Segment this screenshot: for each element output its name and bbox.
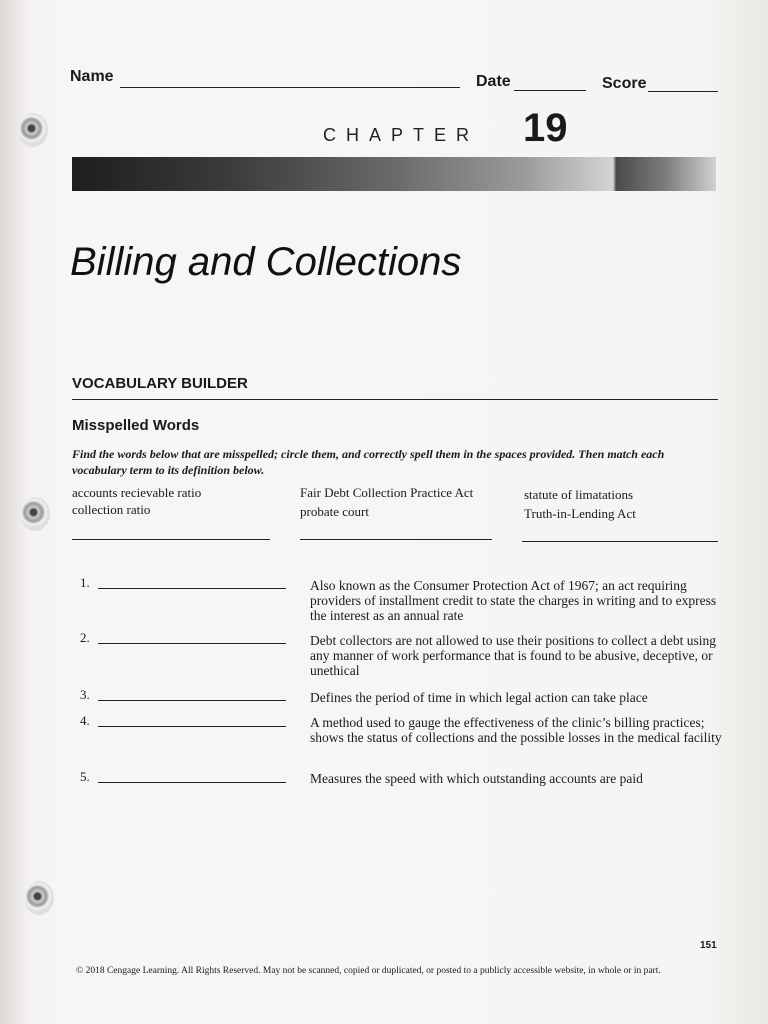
item-definition: Measures the speed with which outstanding accounts are paid bbox=[310, 771, 643, 786]
term-item: Fair Debt Collection Practice Act bbox=[300, 485, 474, 500]
punch-hole-top bbox=[18, 113, 48, 147]
date-blank[interactable] bbox=[514, 90, 586, 91]
item-definition: Defines the period of time in which legal action can take place bbox=[310, 690, 648, 705]
correction-blank[interactable] bbox=[300, 539, 492, 540]
item-number: 1. bbox=[80, 575, 90, 590]
term-item: probate court bbox=[300, 504, 369, 519]
section-title: VOCABULARY BUILDER bbox=[72, 375, 248, 392]
correction-blank[interactable] bbox=[72, 539, 270, 540]
correction-blank[interactable] bbox=[522, 541, 718, 542]
instructions: Find the words below that are misspelled; circle them, and correctly spell them in the spaces provided. Then match each vocabulary term to its definition below. bbox=[72, 447, 665, 477]
score-label: Score bbox=[602, 75, 647, 92]
score-blank[interactable] bbox=[648, 91, 718, 92]
chapter-number: 19 bbox=[523, 106, 568, 150]
item-number: 4. bbox=[80, 713, 90, 728]
section-rule bbox=[72, 399, 718, 400]
chapter-title: Billing and Collections bbox=[70, 240, 462, 284]
item-definition: Debt collectors are not allowed to use their positions to collect a debt using any manner of work performance that is found to be abusive, deceptive, or unethical bbox=[310, 633, 717, 678]
punch-hole-middle bbox=[20, 497, 50, 531]
item-definition: A method used to gauge the effectiveness of the clinic’s billing practices; shows the status of collections and the possible losses in the medical facility bbox=[310, 715, 722, 745]
item-number: 5. bbox=[80, 769, 90, 784]
answer-blank[interactable] bbox=[98, 643, 286, 644]
term-item: accounts recievable ratio bbox=[72, 485, 202, 500]
answer-blank[interactable] bbox=[98, 588, 286, 589]
item-number: 2. bbox=[80, 630, 90, 645]
punch-hole-bottom bbox=[24, 881, 54, 915]
chapter-word: CHAPTER bbox=[323, 125, 480, 145]
date-label: Date bbox=[476, 73, 511, 90]
term-item: Truth-in-Lending Act bbox=[524, 506, 636, 521]
answer-blank[interactable] bbox=[98, 726, 286, 727]
subsection-title: Misspelled Words bbox=[72, 417, 200, 434]
name-label: Name bbox=[70, 68, 114, 85]
term-item: statute of limatations bbox=[524, 487, 634, 502]
item-definition: Also known as the Consumer Protection Act of 1967; an act requiring providers of installment credit to state the charges in writing and to express the interest as an annual rate bbox=[310, 578, 717, 623]
item-number: 3. bbox=[80, 687, 90, 702]
answer-blank[interactable] bbox=[98, 782, 286, 783]
chapter-banner-bar bbox=[72, 157, 716, 191]
page-number: 151 bbox=[700, 940, 717, 951]
answer-blank[interactable] bbox=[98, 700, 286, 701]
name-blank[interactable] bbox=[120, 87, 460, 88]
copyright-notice: © 2018 Cengage Learning. All Rights Reserved. May not be scanned, copied or duplicated, or posted to a publicly accessible website, in whole or in part. bbox=[76, 966, 661, 976]
term-item: collection ratio bbox=[72, 502, 151, 517]
